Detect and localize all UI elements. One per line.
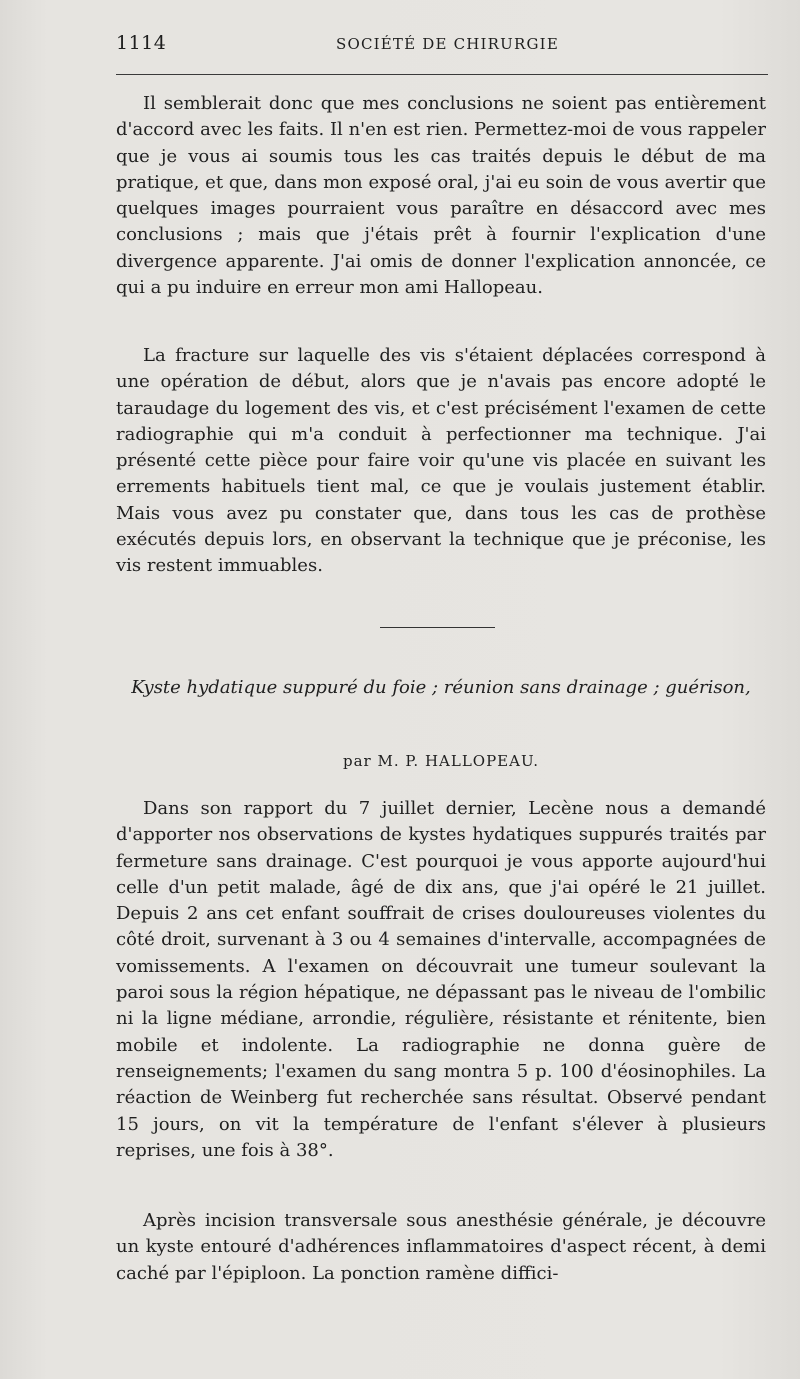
section-divider xyxy=(380,627,495,628)
paragraph-case-report: Dans son rapport du 7 juillet dernier, Lecène nous a demandé d'apporter nos observations de kystes hydatiques suppurés traités par fermeture sans drainage. C'est pourquoi je vous apporte aujourd'hui celle d'un petit malade, âgé de dix ans, que j'ai opéré le 21 juillet. Depuis 2 ans cet enfant souffrait de crises douloureuses violentes du côté droit, survenant à 3 ou 4 semaines d'intervalle, accompagnées de vomissements. A l'examen on découvrait une tumeur soulevant la paroi sous la région hépatique, ne dépassant pas le niveau de l'ombilic ni la ligne médiane, arrondie, régulière, résistante et rénitente, bien mobile et indolente. La radiographie ne donna guère de renseignements; l'examen du sang montra 5 p. 100 d'éosinophiles. La réaction de Weinberg fut recherchée sans résultat. Observé pendant 15 jours, on vit la température de l'enfant s'élever à plusieurs reprises, une fois à 38°. xyxy=(116,798,766,1161)
page-number: 1114 xyxy=(116,32,167,54)
article-byline: par M. P. HALLOPEAU. xyxy=(342,752,539,770)
page-header xyxy=(116,32,766,62)
paragraph-conclusions: Il semblerait donc que mes conclusions ne soient pas entièrement d'accord avec les faits. Il n'en est rien. Permettez-moi de vous rappeler que je vous ai soumis tous les cas traités depuis le début de ma pratique, et que, dans mon exposé oral, j'ai eu soin de vous avertir que quelques images pourraient vous paraître en désaccord avec mes conclusions ; mais que j'étais prêt à fournir l'explication d'une divergence apparente. J'ai omis de donner l'explication annoncée, ce qui a pu induire en erreur mon ami Hallopeau. xyxy=(116,93,766,299)
running-title: SOCIÉTÉ DE CHIRURGIE xyxy=(336,35,559,53)
header-rule xyxy=(116,74,768,75)
article-title: Kyste hydatique suppuré du foie ; réunion sans drainage ; guérison, xyxy=(131,677,751,698)
paragraph-operation: Après incision transversale sous anesthésie générale, je découvre un kyste entouré d'adhérences inflammatoires d'aspect récent, à demi caché par l'épiploon. La ponction ramène diffici- xyxy=(116,1210,766,1284)
paragraph-fracture: La fracture sur laquelle des vis s'étaient déplacées correspond à une opération de début, alors que je n'avais pas encore adopté le taraudage du logement des vis, et c'est précisément l'examen de cette radiographie qui m'a conduit à perfectionner ma technique. J'ai présenté cette pièce pour faire voir qu'une vis placée en suivant les errements habituels tient mal, ce que je voulais justement établir. Mais vous avez pu constater que, dans tous les cas de prothèse exécutés depuis lors, en observant la technique que je préconise, les vis restent immuables. xyxy=(116,345,766,577)
